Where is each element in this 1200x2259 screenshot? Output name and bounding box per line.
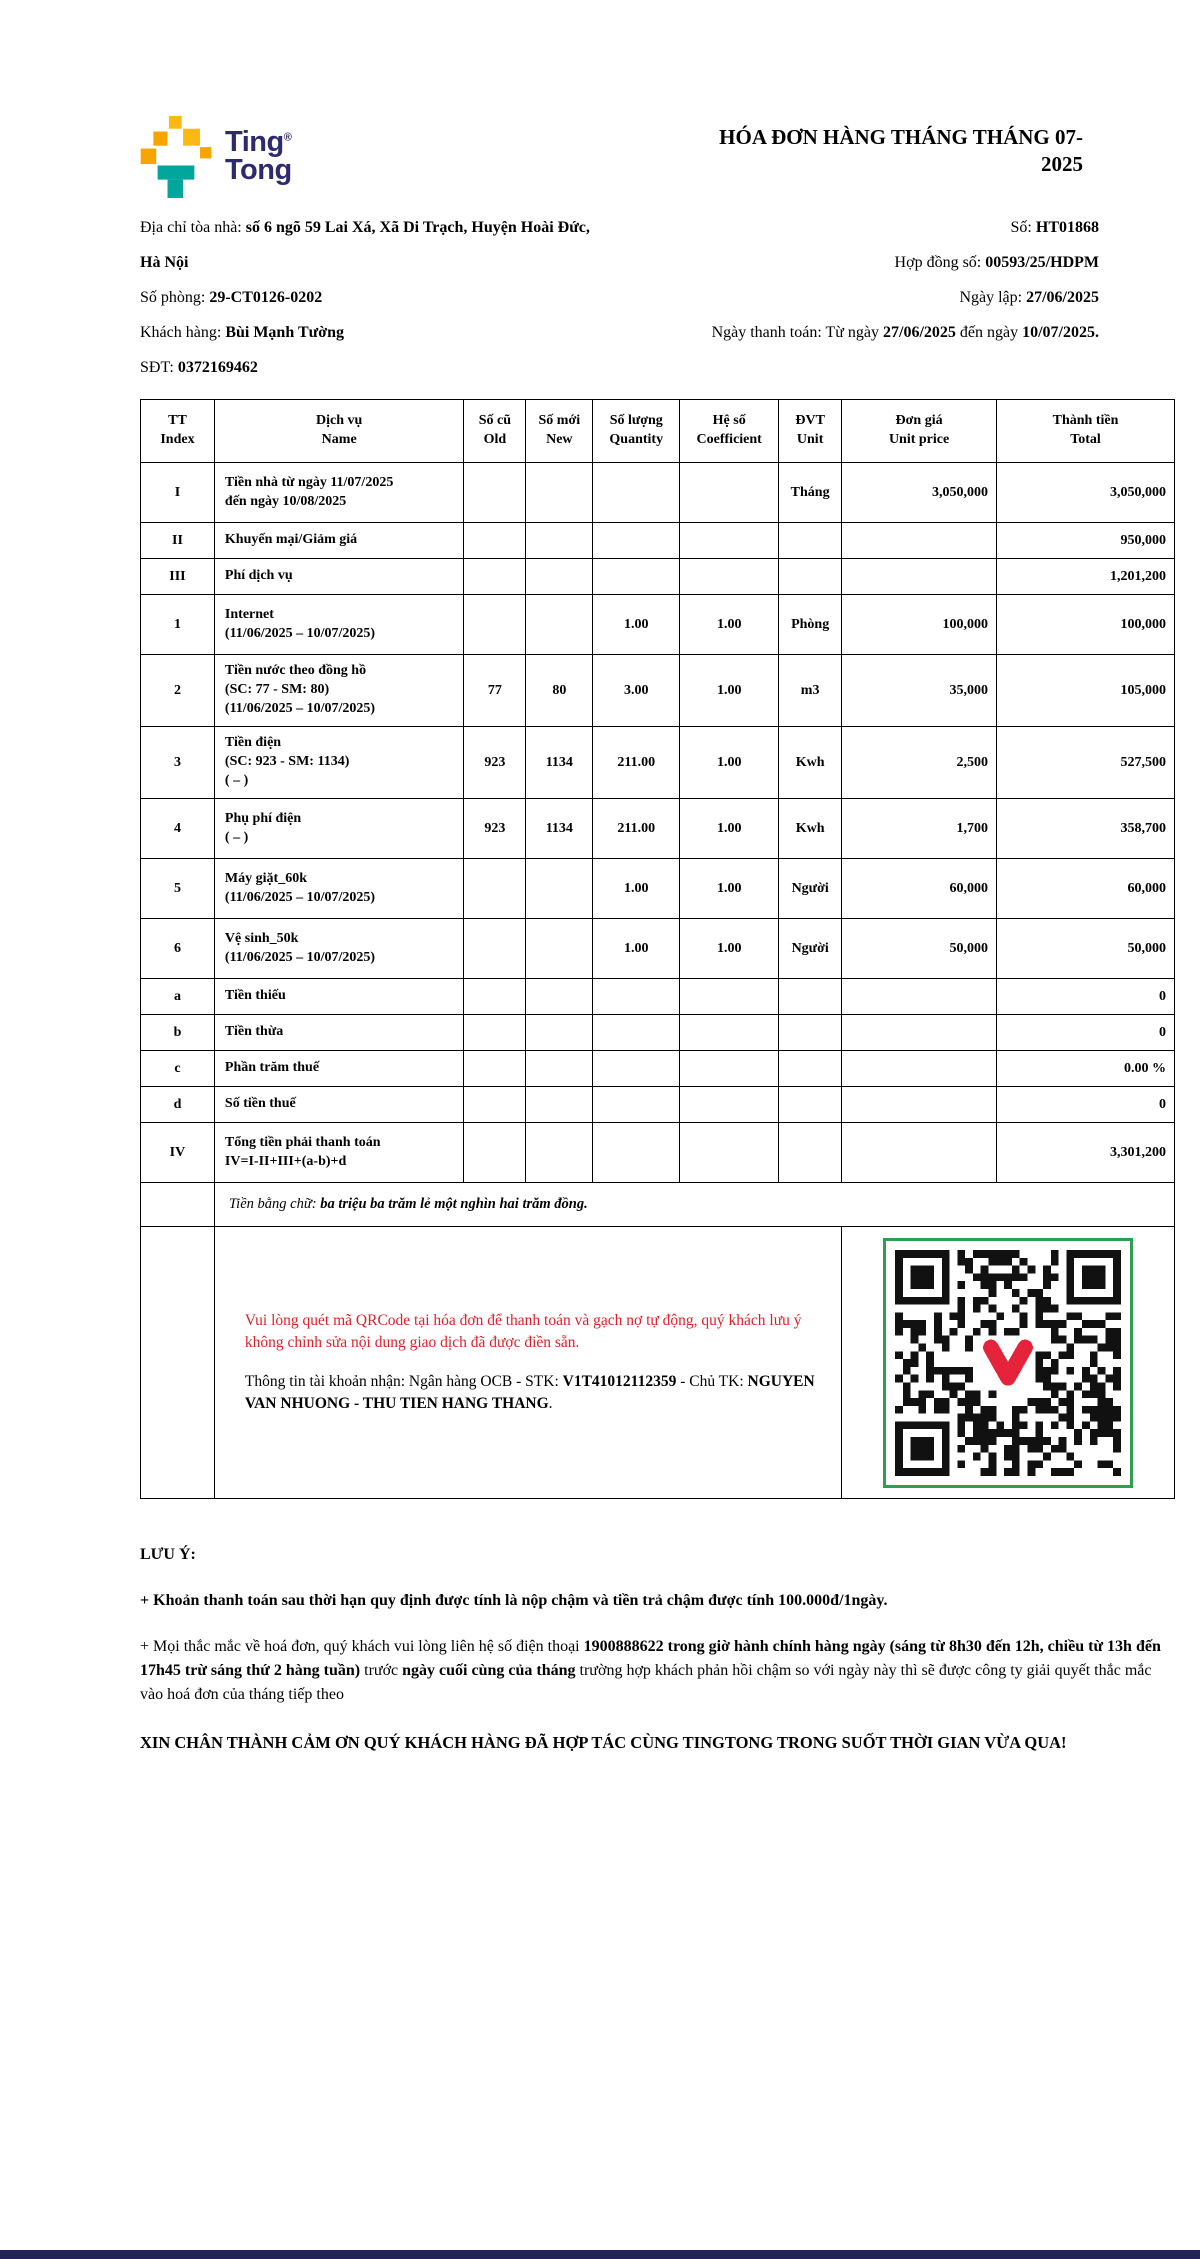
cell-new [526, 559, 593, 595]
customer-phone: SĐT: 0372169462 [140, 359, 258, 376]
cell-total: 3,050,000 [997, 463, 1175, 523]
cell-old [464, 559, 526, 595]
cell-total: 0 [997, 979, 1175, 1015]
cell-total: 3,301,200 [997, 1123, 1175, 1183]
bottom-bar [0, 2250, 1200, 2259]
cell-coeff: 1.00 [680, 595, 779, 655]
cell-unit [779, 1015, 842, 1051]
cell-new: 1134 [526, 727, 593, 799]
cell-price: 1,700 [842, 799, 997, 859]
cell-price: 35,000 [842, 655, 997, 727]
cell-price [842, 1087, 997, 1123]
cell-index: 6 [141, 919, 215, 979]
column-header: Thành tiền Total [997, 400, 1175, 463]
tingtong-logo-icon [140, 116, 212, 198]
payment-period: Ngày thanh toán: Từ ngày 27/06/2025 đến ngày 10/07/2025. [711, 324, 1099, 341]
cell-price [842, 1123, 997, 1183]
cell-service-name: Khuyến mại/Giảm giá [214, 523, 464, 559]
cell-index: IV [141, 1123, 215, 1183]
qr-instructions-cell [214, 1227, 841, 1499]
qr-code [883, 1238, 1133, 1488]
cell-unit: Người [779, 919, 842, 979]
table-row [141, 979, 1175, 1015]
tingtong-logo-text: Ting® Tong [225, 126, 292, 186]
cell-qty [593, 1087, 680, 1123]
cell-old [464, 1087, 526, 1123]
cell-coeff [680, 463, 779, 523]
cell-index [141, 1227, 215, 1499]
cell-new [526, 1015, 593, 1051]
cell-index: 3 [141, 727, 215, 799]
qr-cell [842, 1227, 1175, 1499]
issue-date: Ngày lập: 27/06/2025 [959, 289, 1099, 306]
cell-price [842, 1051, 997, 1087]
cell-old [464, 979, 526, 1015]
invoice-info [140, 210, 1175, 385]
cell-total: 0 [997, 1087, 1175, 1123]
table-row [141, 463, 1175, 523]
table-row [141, 523, 1175, 559]
cell-new [526, 859, 593, 919]
table-row [141, 1087, 1175, 1123]
cell-price: 100,000 [842, 595, 997, 655]
cell-index: I [141, 463, 215, 523]
column-header: ĐVT Unit [779, 400, 842, 463]
cell-new [526, 979, 593, 1015]
cell-price: 3,050,000 [842, 463, 997, 523]
cell-index: c [141, 1051, 215, 1087]
cell-coeff [680, 1087, 779, 1123]
cell-new [526, 1087, 593, 1123]
cell-price: 60,000 [842, 859, 997, 919]
cell-price [842, 559, 997, 595]
cell-index: 1 [141, 595, 215, 655]
cell-service-name: Máy giặt_60k (11/06/2025 – 10/07/2025) [214, 859, 464, 919]
table-row [141, 1015, 1175, 1051]
cell-service-name: Tiền điện (SC: 923 - SM: 1134) ( – ) [214, 727, 464, 799]
table-row [141, 727, 1175, 799]
cell-qty: 211.00 [593, 727, 680, 799]
cell-qty [593, 463, 680, 523]
cell-qty [593, 559, 680, 595]
notes-heading: LƯU Ý: [140, 1546, 196, 1563]
cell-new: 1134 [526, 799, 593, 859]
cell-qty: 1.00 [593, 919, 680, 979]
cell-old [464, 595, 526, 655]
cell-total: 950,000 [997, 523, 1175, 559]
cell-total: 527,500 [997, 727, 1175, 799]
cell-service-name: Vệ sinh_50k (11/06/2025 – 10/07/2025) [214, 919, 464, 979]
cell-coeff: 1.00 [680, 799, 779, 859]
cell-index: II [141, 523, 215, 559]
cell-total: 0 [997, 1015, 1175, 1051]
cell-service-name: Tiền nhà từ ngày 11/07/2025 đến ngày 10/08/2025 [214, 463, 464, 523]
table-header-row [141, 400, 1175, 463]
column-header: TT Index [141, 400, 215, 463]
cell-index: 5 [141, 859, 215, 919]
cell-old [464, 919, 526, 979]
amount-in-words: Tiền bằng chữ: ba triệu ba trăm lẻ một nghìn hai trăm đồng. [214, 1183, 1174, 1227]
cell-price [842, 1015, 997, 1051]
cell-old [464, 463, 526, 523]
cell-coeff [680, 559, 779, 595]
cell-qty [593, 1051, 680, 1087]
cell-total: 1,201,200 [997, 559, 1175, 595]
cell-total: 100,000 [997, 595, 1175, 655]
table-row [141, 1123, 1175, 1183]
cell-coeff [680, 523, 779, 559]
cell-price [842, 523, 997, 559]
cell-service-name: Tiền nước theo đồng hồ (SC: 77 - SM: 80) (11/06/2025 – 10/07/2025) [214, 655, 464, 727]
bank-account-info: Thông tin tài khoản nhận: Ngân hàng OCB - STK: V1T41012112359 - Chủ TK: NGUYEN VAN NHUONG - THU TIEN HANG THANG. [244, 1372, 815, 1412]
cell-service-name: Phần trăm thuế [214, 1051, 464, 1087]
cell-coeff [680, 1051, 779, 1087]
cell-unit [779, 1051, 842, 1087]
building-address-city: Hà Nội [140, 254, 189, 271]
cell-service-name: Tổng tiền phải thanh toán IV=I-II+III+(a-b)+d [214, 1123, 464, 1183]
contract-number: Hợp đồng số: 00593/25/HDPM [894, 254, 1099, 271]
table-row [141, 595, 1175, 655]
cell-price: 50,000 [842, 919, 997, 979]
cell-unit: m3 [779, 655, 842, 727]
cell-unit: Người [779, 859, 842, 919]
thank-you-message: XIN CHÂN THÀNH CẢM ƠN QUÝ KHÁCH HÀNG ĐÃ HỢP TÁC CÙNG TINGTONG TRONG SUỐT THỜI GIAN VỪA QUA! [140, 1733, 1067, 1752]
cell-new [526, 919, 593, 979]
table-row [141, 655, 1175, 727]
cell-qty [593, 979, 680, 1015]
cell-old: 923 [464, 727, 526, 799]
table-row [141, 919, 1175, 979]
customer-name: Khách hàng: Bùi Mạnh Tường [140, 324, 344, 341]
cell-service-name: Phụ phí điện ( – ) [214, 799, 464, 859]
cell-index: III [141, 559, 215, 595]
building-address: Địa chỉ tòa nhà: số 6 ngõ 59 Lai Xá, Xã Di Trạch, Huyện Hoài Đức, [140, 219, 590, 236]
invoice-table [140, 399, 1175, 1499]
cell-unit [779, 1087, 842, 1123]
cell-index: b [141, 1015, 215, 1051]
cell-total: 105,000 [997, 655, 1175, 727]
cell-coeff: 1.00 [680, 727, 779, 799]
qr-payment-notice: Vui lòng quét mã QRCode tại hóa đơn để thanh toán và gạch nợ tự động, quý khách lưu ý không chỉnh sửa nội dung giao dịch đã được điền sẵn. [244, 1311, 802, 1352]
cell-service-name: Tiền thừa [214, 1015, 464, 1051]
cell-unit: Tháng [779, 463, 842, 523]
invoice-title: HÓA ĐƠN HÀNG THÁNG THÁNG 07- 2025 [719, 125, 1083, 177]
cell-qty [593, 1123, 680, 1183]
page-header [140, 0, 1175, 198]
cell-new [526, 595, 593, 655]
cell-qty: 3.00 [593, 655, 680, 727]
column-header: Số mới New [526, 400, 593, 463]
cell-unit [779, 979, 842, 1015]
cell-price [842, 979, 997, 1015]
cell-index [141, 1183, 215, 1227]
cell-new [526, 1051, 593, 1087]
cell-unit: Kwh [779, 799, 842, 859]
column-header: Đơn giá Unit price [842, 400, 997, 463]
cell-qty: 1.00 [593, 859, 680, 919]
registered-mark: ® [283, 131, 292, 144]
cell-index: d [141, 1087, 215, 1123]
cell-qty: 1.00 [593, 595, 680, 655]
cell-unit [779, 523, 842, 559]
cell-coeff [680, 1123, 779, 1183]
cell-service-name: Số tiền thuế [214, 1087, 464, 1123]
footer-notes [140, 1543, 1175, 1755]
cell-qty [593, 523, 680, 559]
cell-old [464, 1015, 526, 1051]
column-header: Hệ số Coefficient [680, 400, 779, 463]
tingtong-logo [140, 116, 292, 198]
table-row [141, 1051, 1175, 1087]
table-row [141, 559, 1175, 595]
cell-old [464, 523, 526, 559]
cell-new: 80 [526, 655, 593, 727]
cell-old [464, 859, 526, 919]
table-row [141, 859, 1175, 919]
cell-total: 60,000 [997, 859, 1175, 919]
cell-service-name: Tiền thiếu [214, 979, 464, 1015]
hotline-note: + Mọi thắc mắc về hoá đơn, quý khách vui lòng liên hệ số điện thoại 1900888622 trong giờ hành chính hàng ngày (sáng từ 8h30 đến 12h, chiều từ 13h đến 17h45 trừ sáng thứ 2 hàng tuần) trước ngày cuối cùng của tháng trường hợp khách phản hồi chậm so với ngày này thì sẽ được công ty giải quyết thắc mắc vào hoá đơn của tháng tiếp theo [140, 1638, 1161, 1703]
late-payment-note: + Khoản thanh toán sau thời hạn quy định được tính là nộp chậm và tiền trả chậm được tính 100.000đ/1ngày. [140, 1592, 888, 1609]
qr-row [141, 1227, 1175, 1499]
cell-service-name: Internet (11/06/2025 – 10/07/2025) [214, 595, 464, 655]
cell-coeff: 1.00 [680, 655, 779, 727]
cell-coeff [680, 1015, 779, 1051]
cell-unit [779, 559, 842, 595]
cell-index: 2 [141, 655, 215, 727]
invoice-table-body [141, 463, 1175, 1183]
cell-coeff: 1.00 [680, 919, 779, 979]
invoice-number: Số: HT01868 [1010, 219, 1099, 236]
cell-new [526, 523, 593, 559]
cell-coeff: 1.00 [680, 859, 779, 919]
cell-unit: Kwh [779, 727, 842, 799]
cell-index: a [141, 979, 215, 1015]
amount-in-words-row [141, 1183, 1175, 1227]
cell-new [526, 1123, 593, 1183]
cell-total: 0.00 % [997, 1051, 1175, 1087]
cell-unit: Phòng [779, 595, 842, 655]
column-header: Số cũ Old [464, 400, 526, 463]
table-row [141, 799, 1175, 859]
column-header: Dịch vụ Name [214, 400, 464, 463]
cell-new [526, 463, 593, 523]
cell-old [464, 1123, 526, 1183]
cell-qty: 211.00 [593, 799, 680, 859]
room-number: Số phòng: 29-CT0126-0202 [140, 289, 323, 306]
cell-unit [779, 1123, 842, 1183]
cell-old: 923 [464, 799, 526, 859]
cell-total: 50,000 [997, 919, 1175, 979]
cell-coeff [680, 979, 779, 1015]
cell-old [464, 1051, 526, 1087]
column-header: Số lượng Quantity [593, 400, 680, 463]
cell-old: 77 [464, 655, 526, 727]
cell-service-name: Phí dịch vụ [214, 559, 464, 595]
cell-qty [593, 1015, 680, 1051]
cell-total: 358,700 [997, 799, 1175, 859]
cell-price: 2,500 [842, 727, 997, 799]
cell-index: 4 [141, 799, 215, 859]
